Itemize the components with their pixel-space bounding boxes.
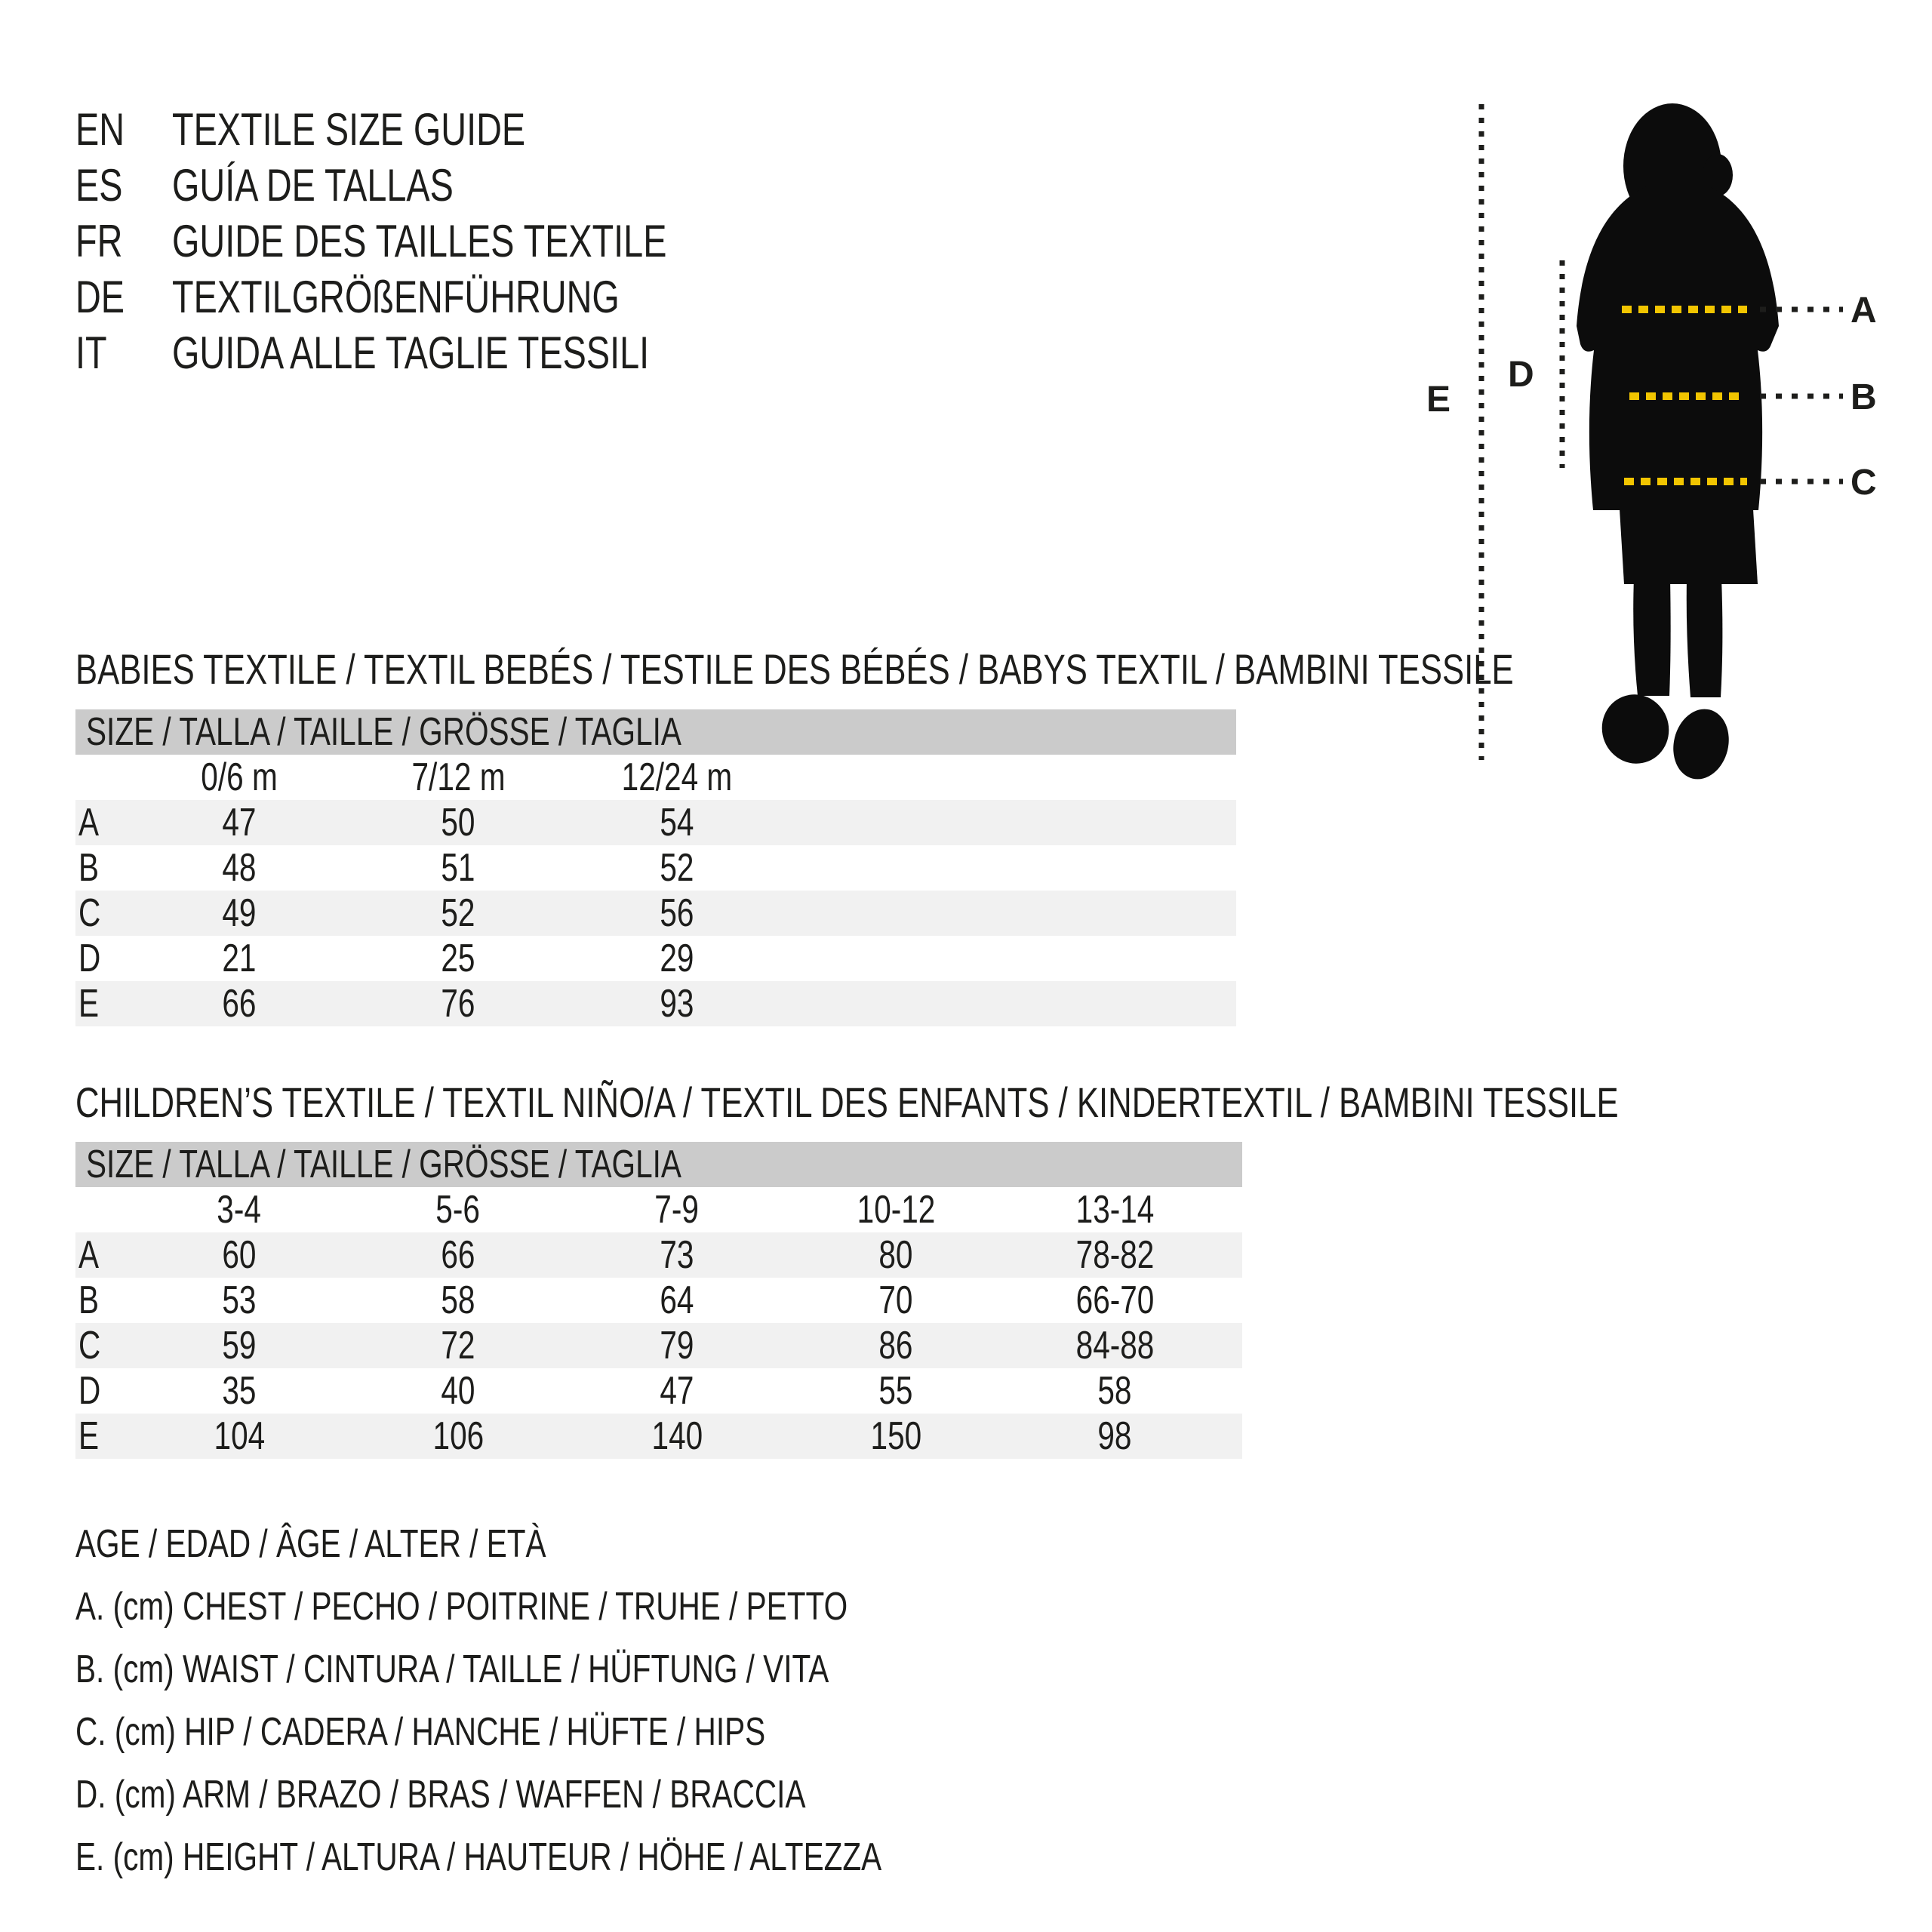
- language-code: FR: [75, 215, 123, 266]
- table-cell: 104: [214, 1414, 265, 1458]
- label-d: D: [1508, 355, 1534, 395]
- table-row: [75, 800, 1236, 845]
- label-c: C: [1850, 463, 1877, 503]
- language-title: GUÍA DE TALLAS: [172, 159, 454, 211]
- table-cell: 40: [441, 1369, 475, 1413]
- language-code: DE: [75, 271, 125, 322]
- legend-line-age: AGE / EDAD / ÂGE / ALTER / ETÀ: [75, 1521, 546, 1566]
- table-row: [75, 891, 1236, 936]
- table-cell: 64: [660, 1278, 694, 1322]
- size-header-bar: [75, 709, 1236, 755]
- table-cell: 78-82: [1075, 1233, 1154, 1277]
- column-header: 10-12: [857, 1188, 935, 1232]
- column-header: 12/24 m: [621, 755, 733, 799]
- language-title-list: [75, 101, 806, 380]
- legend-line-arm: D. (cm) ARM / BRAZO / BRAS / WAFFEN / BRACCIA: [75, 1772, 806, 1817]
- language-row-en: [75, 101, 806, 157]
- table-cell: 47: [660, 1369, 694, 1413]
- babies-section-title-text: BABIES TEXTILE / TEXTIL BEBÉS / TESTILE DES BÉBÉS / BABYS TEXTIL / BAMBINI TESSILE: [75, 645, 1514, 693]
- table-cell: 66: [441, 1233, 475, 1277]
- corner-cell: [75, 755, 130, 800]
- table-cell: 79: [660, 1324, 694, 1367]
- row-label: E: [78, 982, 100, 1026]
- table-cell: 21: [222, 937, 257, 980]
- table-cell: 66: [222, 982, 257, 1026]
- table-cell: 54: [660, 801, 694, 844]
- language-title: GUIDE DES TAILLES TEXTILE: [172, 215, 667, 266]
- row-label: B: [78, 846, 100, 890]
- babies-section-title: [75, 645, 1919, 693]
- silhouette-right-shoe: [1666, 703, 1737, 786]
- table-cell: 52: [441, 891, 475, 935]
- table-filler: [786, 936, 1236, 981]
- language-code: IT: [75, 327, 107, 378]
- table-cell: 93: [660, 982, 694, 1026]
- language-title: GUIDA ALLE TAGLIE TESSILI: [172, 327, 650, 378]
- table-row: [75, 1323, 1242, 1368]
- table-cell: 48: [222, 846, 257, 890]
- legend-line-chest: A. (cm) CHEST / PECHO / POITRINE / TRUHE / PETTO: [75, 1584, 848, 1629]
- table-cell: 25: [441, 937, 475, 980]
- size-header-text: SIZE / TALLA / TAILLE / GRÖSSE / TAGLIA: [86, 1143, 681, 1186]
- table-row: [75, 845, 1236, 891]
- column-header: 7-9: [654, 1188, 700, 1232]
- table-cell: 84-88: [1075, 1324, 1154, 1367]
- table-row: [75, 936, 1236, 981]
- corner-cell: [75, 1187, 130, 1232]
- row-label: C: [78, 1324, 101, 1367]
- table-filler: [1224, 1278, 1242, 1323]
- row-label: A: [78, 1233, 100, 1277]
- table-cell: 58: [1097, 1369, 1132, 1413]
- language-row-it: [75, 325, 806, 380]
- row-label: D: [78, 937, 101, 980]
- table-cell: 150: [870, 1414, 921, 1458]
- measurement-legend: [75, 1512, 1109, 1888]
- children-section-title: [75, 1078, 1932, 1126]
- row-label: C: [78, 891, 101, 935]
- table-row: [75, 1232, 1242, 1278]
- label-a: A: [1850, 291, 1877, 331]
- row-label: B: [78, 1278, 100, 1322]
- table-cell: 53: [222, 1278, 257, 1322]
- legend-line-waist: B. (cm) WAIST / CINTURA / TAILLE / HÜFTUNG / VITA: [75, 1647, 829, 1691]
- children-size-table: [75, 1142, 1242, 1459]
- column-header: 0/6 m: [201, 755, 278, 799]
- column-header: 7/12 m: [411, 755, 505, 799]
- language-title: TEXTILE SIZE GUIDE: [172, 103, 526, 155]
- table-filler: [786, 800, 1236, 845]
- row-label: A: [78, 801, 100, 844]
- table-cell: 56: [660, 891, 694, 935]
- row-label: D: [78, 1369, 101, 1413]
- table-cell: 49: [222, 891, 257, 935]
- silhouette-left-shoe: [1592, 685, 1679, 774]
- language-row-fr: [75, 213, 806, 269]
- table-cell: 51: [441, 846, 475, 890]
- table-cell: 60: [222, 1233, 257, 1277]
- children-section-title-text: CHILDREN’S TEXTILE / TEXTIL NIÑO/A / TEXTIL DES ENFANTS / KINDERTEXTIL / BAMBINI TESSILE: [75, 1078, 1619, 1126]
- legend-line-hip: C. (cm) HIP / CADERA / HANCHE / HÜFTE / HIPS: [75, 1709, 766, 1754]
- language-title: TEXTILGRÖßENFÜHRUNG: [172, 271, 620, 322]
- table-cell: 72: [441, 1324, 475, 1367]
- table-filler: [1224, 1323, 1242, 1368]
- table-filler: [1224, 1414, 1242, 1459]
- table-cell: 29: [660, 937, 694, 980]
- table-cell: 106: [432, 1414, 484, 1458]
- table-cell: 35: [222, 1369, 257, 1413]
- language-row-es: [75, 157, 806, 213]
- legend-line-height: E. (cm) HEIGHT / ALTURA / HAUTEUR / HÖHE / ALTEZZA: [75, 1835, 882, 1879]
- table-cell: 50: [441, 801, 475, 844]
- table-cell: 58: [441, 1278, 475, 1322]
- table-cell: 47: [222, 801, 257, 844]
- column-header-row: [75, 755, 1236, 800]
- table-cell: 52: [660, 846, 694, 890]
- table-cell: 98: [1097, 1414, 1132, 1458]
- table-cell: 66-70: [1075, 1278, 1154, 1322]
- size-header-bar: [75, 1142, 1242, 1187]
- table-filler: [786, 981, 1236, 1026]
- table-row: [75, 981, 1236, 1026]
- table-cell: 73: [660, 1233, 694, 1277]
- label-b: B: [1850, 377, 1877, 417]
- table-cell: 59: [222, 1324, 257, 1367]
- table-filler: [1224, 1368, 1242, 1414]
- column-header: 13-14: [1075, 1188, 1154, 1232]
- table-filler: [1224, 1232, 1242, 1278]
- table-cell: 76: [441, 982, 475, 1026]
- silhouette-torso: [1577, 186, 1779, 510]
- table-filler: [786, 891, 1236, 936]
- table-row: [75, 1368, 1242, 1414]
- table-row: [75, 1414, 1242, 1459]
- column-header-row: [75, 1187, 1242, 1232]
- column-header: 3-4: [217, 1188, 262, 1232]
- column-header: 5-6: [435, 1188, 481, 1232]
- column-filler: [786, 755, 1236, 800]
- babies-size-table: [75, 709, 1236, 1026]
- table-row: [75, 1278, 1242, 1323]
- table-cell: 86: [878, 1324, 913, 1367]
- table-cell: 70: [878, 1278, 913, 1322]
- column-filler: [1224, 1187, 1242, 1232]
- table-filler: [786, 845, 1236, 891]
- size-header-text: SIZE / TALLA / TAILLE / GRÖSSE / TAGLIA: [86, 710, 681, 754]
- table-cell: 55: [878, 1369, 913, 1413]
- language-code: EN: [75, 103, 125, 155]
- language-row-de: [75, 269, 806, 325]
- row-label: E: [78, 1414, 100, 1458]
- table-cell: 140: [651, 1414, 703, 1458]
- silhouette-shorts: [1619, 497, 1758, 584]
- language-code: ES: [75, 159, 123, 211]
- label-e: E: [1426, 380, 1451, 420]
- table-cell: 80: [878, 1233, 913, 1277]
